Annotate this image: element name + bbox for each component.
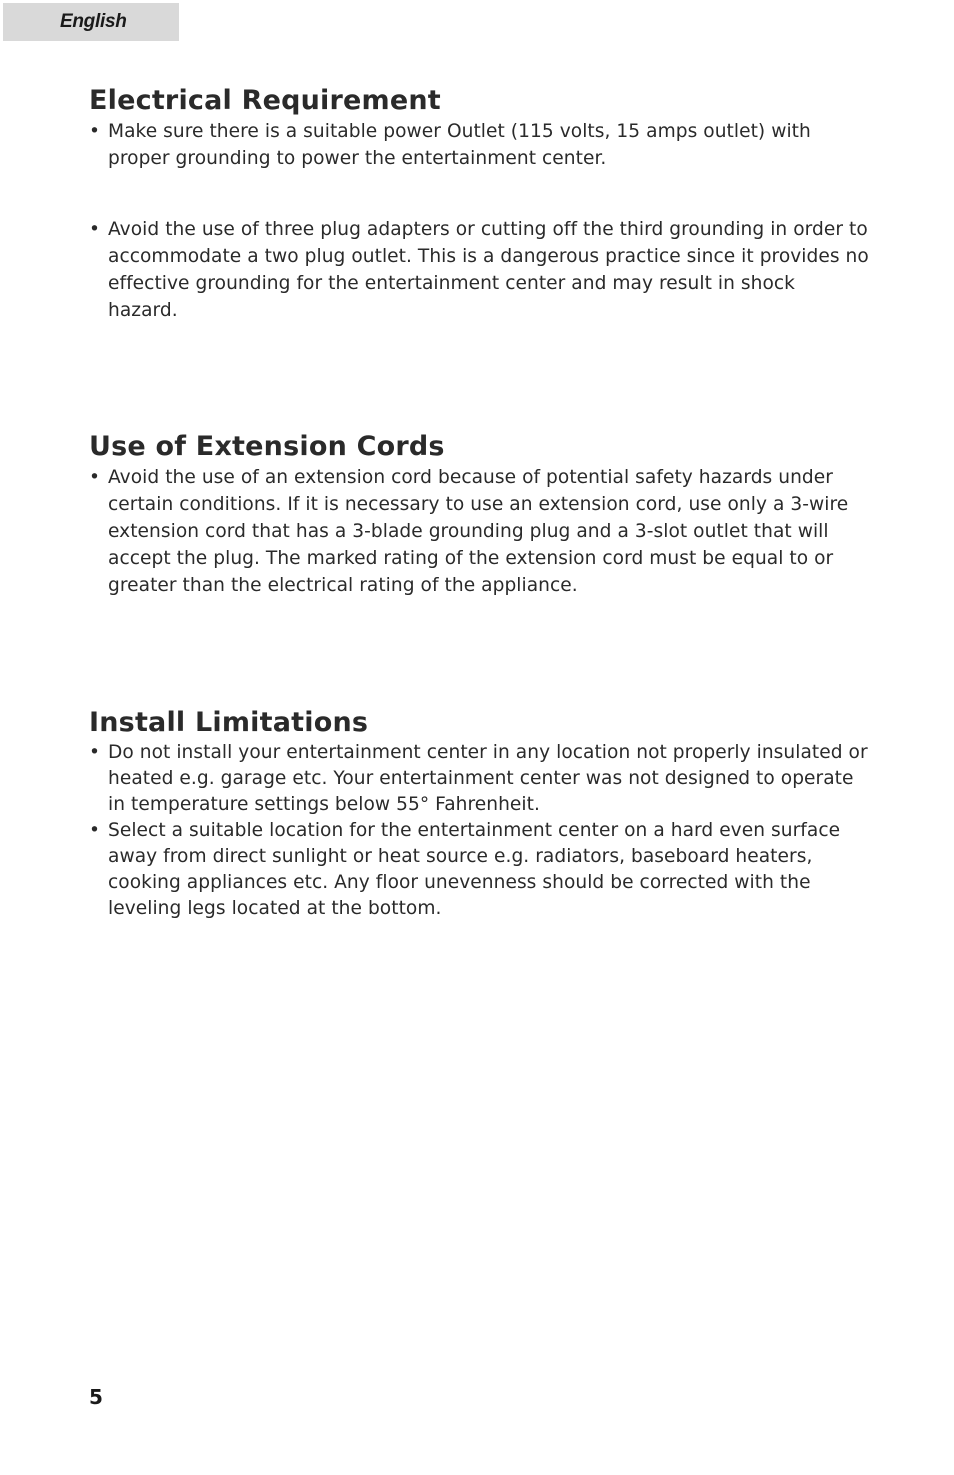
section-use-of-extension-cords — [89, 430, 869, 599]
bullet-text: Avoid the use of three plug adapters or cutting off the third grounding in order to accommodate a two plug outlet. This is a dangerous practice since it provides no effective grounding for the entertainment center and may result in shock hazard. — [108, 219, 869, 321]
bullet-dot: • — [89, 121, 101, 142]
section-title: Install Limitations — [89, 707, 369, 738]
bullet-text: Select a suitable location for the entertainment center on a hard even surface away from direct sunlight or heat source e.g. radiators, baseboard heaters, cooking appliances etc. Any floor unevenness should be corrected with the leveling legs located at the bottom. — [108, 820, 841, 919]
page-number: 5 — [89, 1385, 103, 1409]
bullet-text: Avoid the use of an extension cord because of potential safety hazards under certain conditions. If it is necessary to use an extension cord, use only a 3-wire extension cord that has a 3-blade grounding plug and a 3-slot outlet that will accept the plug. The marked rating of the extension cord must be equal to or greater than the electrical rating of the appliance. — [108, 467, 849, 596]
bullet-dot: • — [89, 219, 101, 240]
section-title: Electrical Requirement — [89, 85, 441, 116]
bullet-item — [89, 818, 869, 922]
language-tab: English — [3, 3, 179, 41]
bullet-item — [89, 216, 869, 324]
bullet-dot: • — [89, 467, 101, 488]
bullet-text: Do not install your entertainment center in any location not properly insulated or heated e.g. garage etc. Your entertainment center was not designed to operate in temperature settings below 55° Fahrenheit. — [108, 742, 868, 815]
section-electrical-requirement — [89, 84, 869, 324]
bullet-dot: • — [89, 820, 101, 841]
bullet-text: Make sure there is a suitable power Outlet (115 volts, 15 amps outlet) with proper grounding to power the entertainment center. — [108, 121, 811, 169]
bullet-item — [89, 740, 869, 818]
section-install-limitations — [89, 706, 869, 922]
section-title: Use of Extension Cords — [89, 431, 445, 462]
bullet-dot: • — [89, 742, 101, 763]
bullet-item — [89, 118, 869, 172]
bullet-item — [89, 464, 869, 599]
